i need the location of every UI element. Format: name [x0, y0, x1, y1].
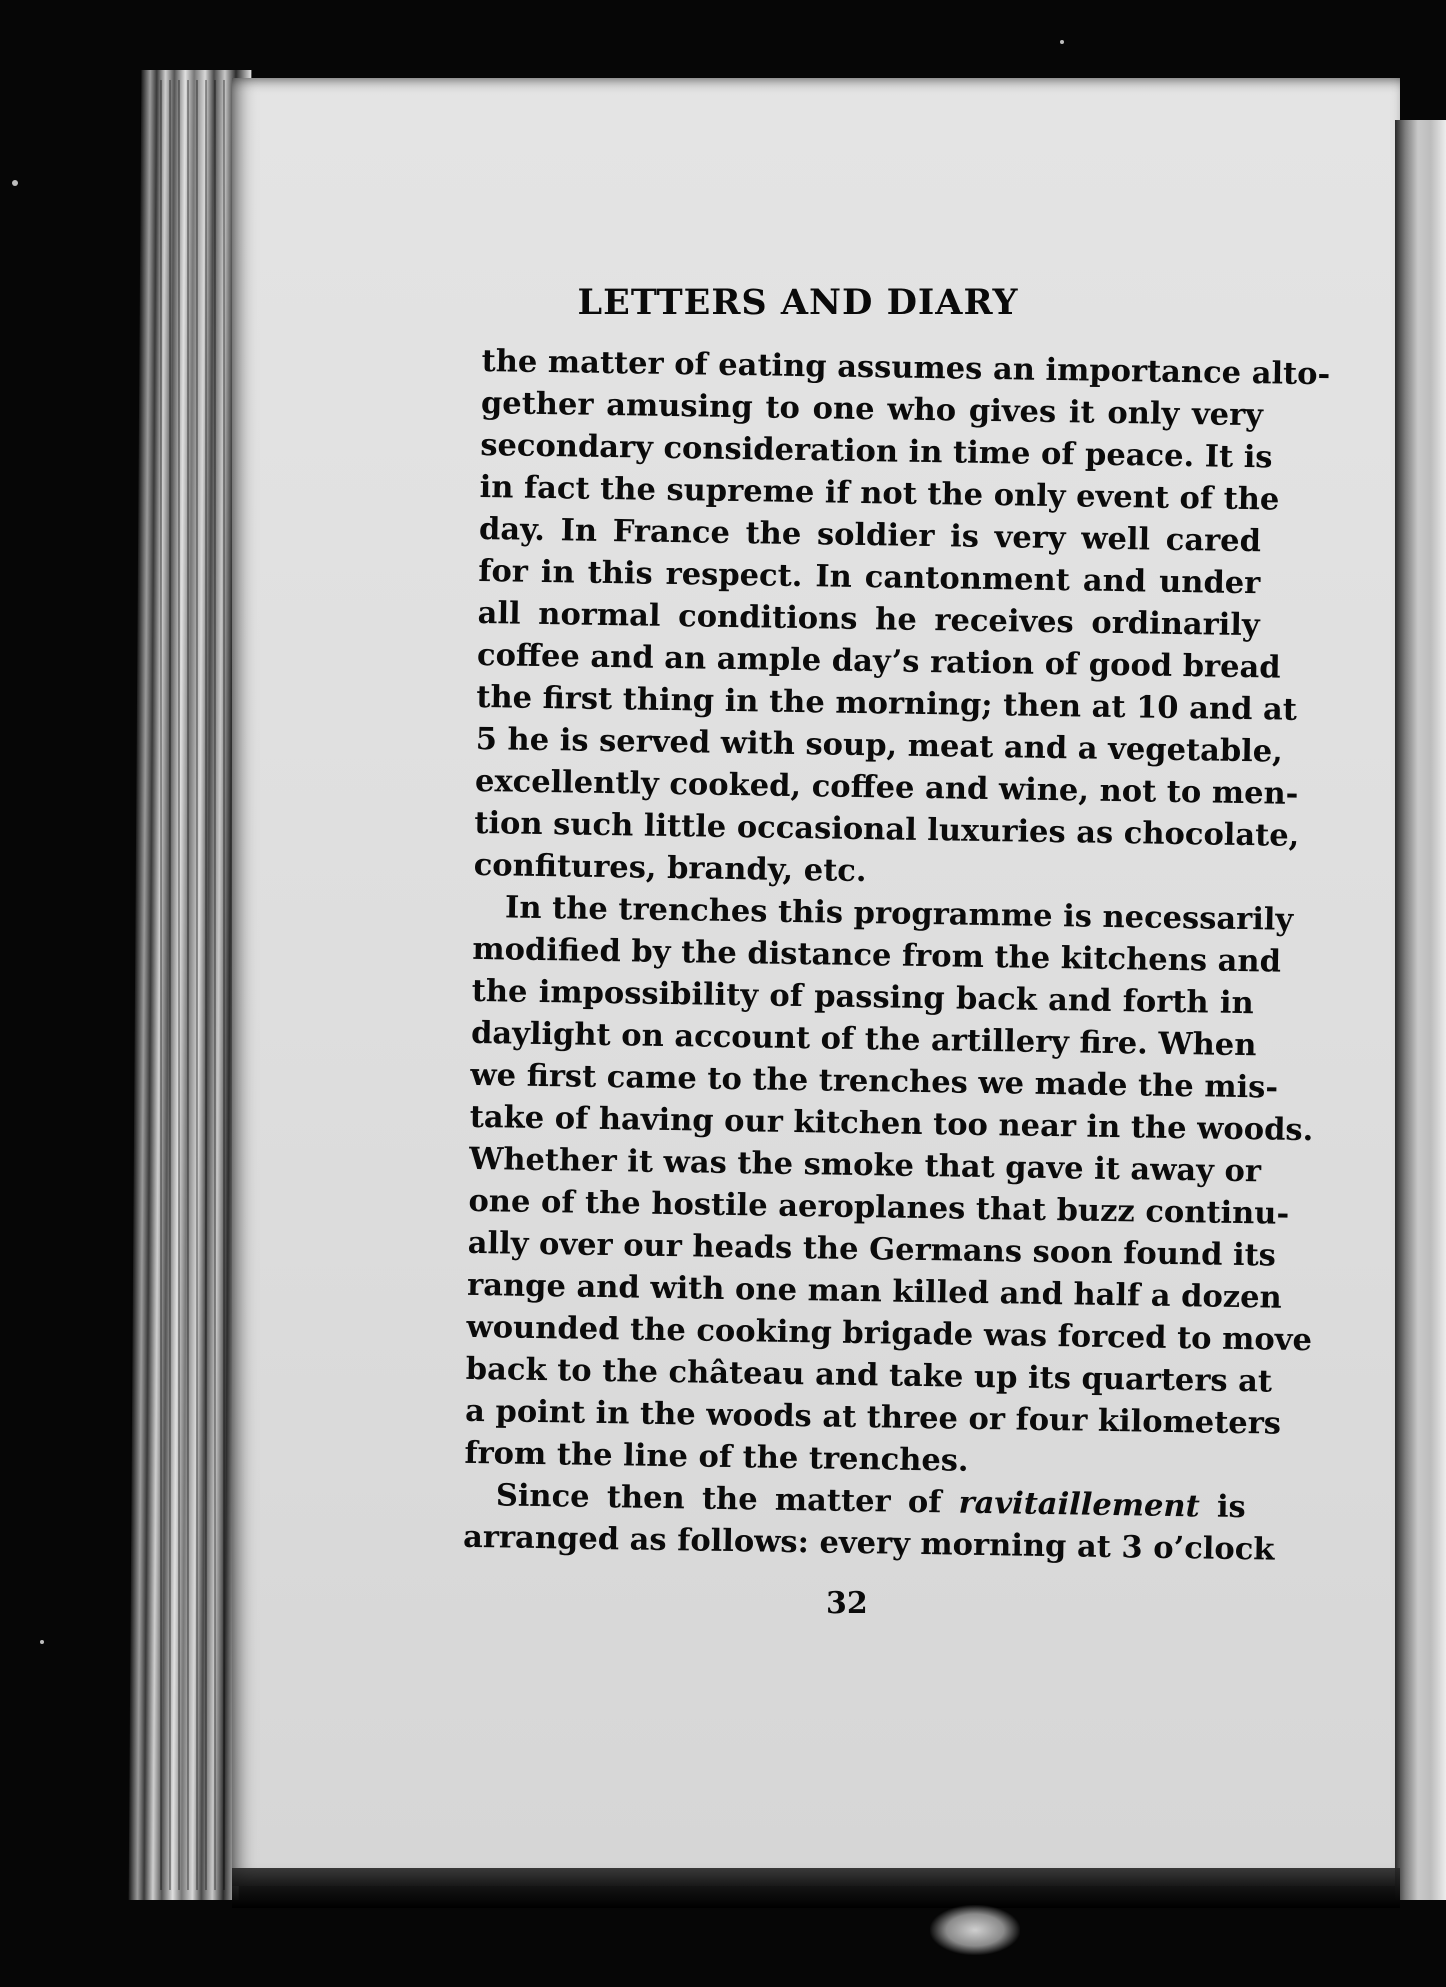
text-line: modified by the distance from the kitchens and	[472, 930, 1282, 980]
text-line: a point in the woods at three or four kilometers	[464, 1392, 1282, 1442]
text-run: Since then the matter of	[495, 1477, 959, 1521]
library-stamp-mark	[930, 1905, 1020, 1955]
text-line: excellently cooked, coffee and wine, not to men-	[474, 762, 1299, 812]
page-bottom-shadow	[232, 1868, 1400, 1908]
paragraph-2	[464, 886, 1314, 1486]
text-line: wounded the cooking brigade was forced to move	[466, 1308, 1313, 1359]
text-line: ally over our heads the Germans soon found its	[467, 1224, 1277, 1274]
text-line: for in this respect. In cantonment and under	[478, 552, 1261, 602]
paragraph-1	[473, 340, 1331, 898]
text-line: 5 he is served with soup, meat and a vegetable,	[475, 720, 1284, 770]
text-line: In the trenches this programme is necessarily	[504, 889, 1294, 938]
running-head: LETTERS AND DIARY	[577, 282, 1019, 323]
text-line: the impossibility of passing back and forth in	[471, 972, 1254, 1022]
facing-page-edge	[1395, 120, 1446, 1900]
text-line: the matter of eating assumes an importance alto-	[481, 342, 1331, 393]
text-line: range and with one man killed and half a dozen	[466, 1266, 1283, 1316]
text-line: all normal conditions he receives ordinarily	[477, 594, 1260, 644]
text-line: one of the hostile aeroplanes that buzz continu-	[468, 1182, 1290, 1232]
text-run: is	[1199, 1488, 1247, 1526]
text-line: the first thing in the morning; then at 10 and at	[476, 678, 1298, 728]
text-line: in fact the supreme if not the only event of the	[479, 468, 1280, 518]
text-line: we first came to the trenches we made the mis-	[470, 1056, 1279, 1106]
text-line: daylight on account of the artillery fire. When	[470, 1014, 1257, 1064]
text-line: gether amusing to one who gives it only very	[480, 384, 1264, 434]
text-line: confitures, brandy, etc.	[473, 846, 867, 890]
text-line: day. In France the soldier is very well cared	[478, 510, 1262, 560]
text-line: from the line of the trenches.	[464, 1434, 969, 1479]
text-line: take of having our kitchen too near in the woods.	[469, 1098, 1314, 1149]
text-line: secondary consideration in time of peace. It is	[480, 426, 1273, 476]
text-line: tion such little occasional luxuries as chocolate,	[474, 804, 1300, 854]
body-text	[462, 340, 1331, 1570]
page-number: 32	[826, 1586, 868, 1621]
text-line: back to the château and take up its quarters at	[465, 1350, 1273, 1400]
text-line: coffee and an ample day’s ration of good bread	[476, 636, 1281, 686]
scan-speck	[12, 180, 18, 186]
text-line: Whether it was the smoke that gave it away or	[468, 1140, 1262, 1190]
text-line: arranged as follows: every morning at 3 o’clock	[462, 1518, 1275, 1568]
scan-speck	[1060, 40, 1064, 44]
scan-speck	[40, 1640, 44, 1644]
page-stack-edges	[160, 80, 230, 1890]
italic-term: ravitaillement	[958, 1484, 1200, 1525]
paragraph-3	[462, 1474, 1275, 1570]
